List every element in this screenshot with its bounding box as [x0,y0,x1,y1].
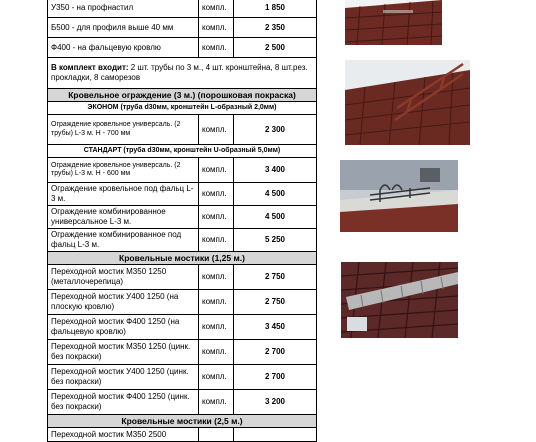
price-value: 4 500 [234,206,317,229]
table-row [48,265,317,290]
subsection-header [48,102,317,115]
product-name: Переходной мостик Ф400 1250 (на фальцевую кровлю) [48,315,199,340]
section-title: Кровельные мостики (2,5 м.) [48,415,317,428]
price-value: 2 700 [234,365,317,390]
product-name: У350 - на профнастил [48,0,199,18]
unit: компл. [199,315,234,340]
unit: компл. [199,265,234,290]
unit: компл. [199,365,234,390]
product-name: Ф400 - на фальцевую кровлю [48,38,199,58]
roof-tile-rail-photo [345,0,442,45]
unit [199,428,234,442]
section-header [48,89,317,102]
product-name: Б500 - для профиля выше 40 мм [48,18,199,38]
table-row [48,229,317,252]
subsection-header [48,145,317,158]
unit: компл. [199,0,234,18]
unit: компл. [199,18,234,38]
table-row [48,158,317,183]
table-row [48,290,317,315]
product-name: Переходной мостик М350 1250 (цинк. без покраски) [48,340,199,365]
price-value: 2 750 [234,265,317,290]
subsection-title: СТАНДАРТ (труба d30мм, кронштейн U-образный 5,0мм) [48,145,317,158]
table-row [48,390,317,415]
unit: компл. [199,229,234,252]
product-name: Переходной мостик М350 2500 [48,428,199,442]
product-name: Ограждение кровельное универсаль. (2 трубы) L-3 м. Н - 700 мм [48,115,199,145]
product-name: Ограждение кровельное под фальц L-3 м. [48,183,199,206]
price-value: 4 500 [234,183,317,206]
price-value [234,428,317,442]
product-name: Ограждение комбинированное универсальное L-3 м. [48,206,199,229]
roof-fence-photo [345,60,470,145]
price-value: 3 450 [234,315,317,340]
table-row [48,428,317,442]
product-name: Переходной мостик М350 1250 (металлочерепица) [48,265,199,290]
table-row [48,206,317,229]
unit: компл. [199,183,234,206]
section-header [48,415,317,428]
roof-walkway-photo [341,262,458,338]
price-list [47,0,317,442]
kit-contents-label: В комплект входит: [51,63,129,72]
table-row [48,365,317,390]
unit: компл. [199,206,234,229]
table-row [48,18,317,38]
product-name: Переходной мостик У400 1250 (цинк. без покраски) [48,365,199,390]
section-title: Кровельное ограждение (3 м.) (порошковая покраска) [48,89,317,102]
price-value: 2 350 [234,18,317,38]
price-value: 2 500 [234,38,317,58]
kit-contents-note [48,58,317,89]
table-row [48,340,317,365]
price-value: 3 200 [234,390,317,415]
section-title: Кровельные мостики (1,25 м.) [48,252,317,265]
price-value: 2 750 [234,290,317,315]
price-value: 2 300 [234,115,317,145]
unit: компл. [199,390,234,415]
product-name: Ограждение комбинированное под фальц L-3 м. [48,229,199,252]
product-name: Переходной мостик Ф400 1250 (цинк. без покраски) [48,390,199,415]
subsection-title: ЭКОНОМ (труба d30мм, кронштейн L-образный 2,0мм) [48,102,317,115]
price-value: 1 850 [234,0,317,18]
roof-combined-fence-photo [340,160,458,232]
kit-contents-text: 2 шт. трубы по 3 м., 4 шт. кронштейна, 8 шт.рез. прокладки, 8 саморезов [51,63,308,82]
unit: компл. [199,38,234,58]
table-row [48,183,317,206]
product-name: Переходной мостик У400 1250 (на плоскую кровлю) [48,290,199,315]
table-row [48,38,317,58]
kit-contents-cell [48,58,317,89]
unit: компл. [199,340,234,365]
table-row [48,115,317,145]
price-value: 3 400 [234,158,317,183]
table-row [48,0,317,18]
unit: компл. [199,115,234,145]
unit: компл. [199,290,234,315]
unit: компл. [199,158,234,183]
product-name: Ограждение кровельное универсаль. (2 трубы) L-3 м. Н - 600 мм [48,158,199,183]
price-value: 2 700 [234,340,317,365]
table-row [48,315,317,340]
price-table [47,0,317,442]
price-value: 5 250 [234,229,317,252]
section-header [48,252,317,265]
